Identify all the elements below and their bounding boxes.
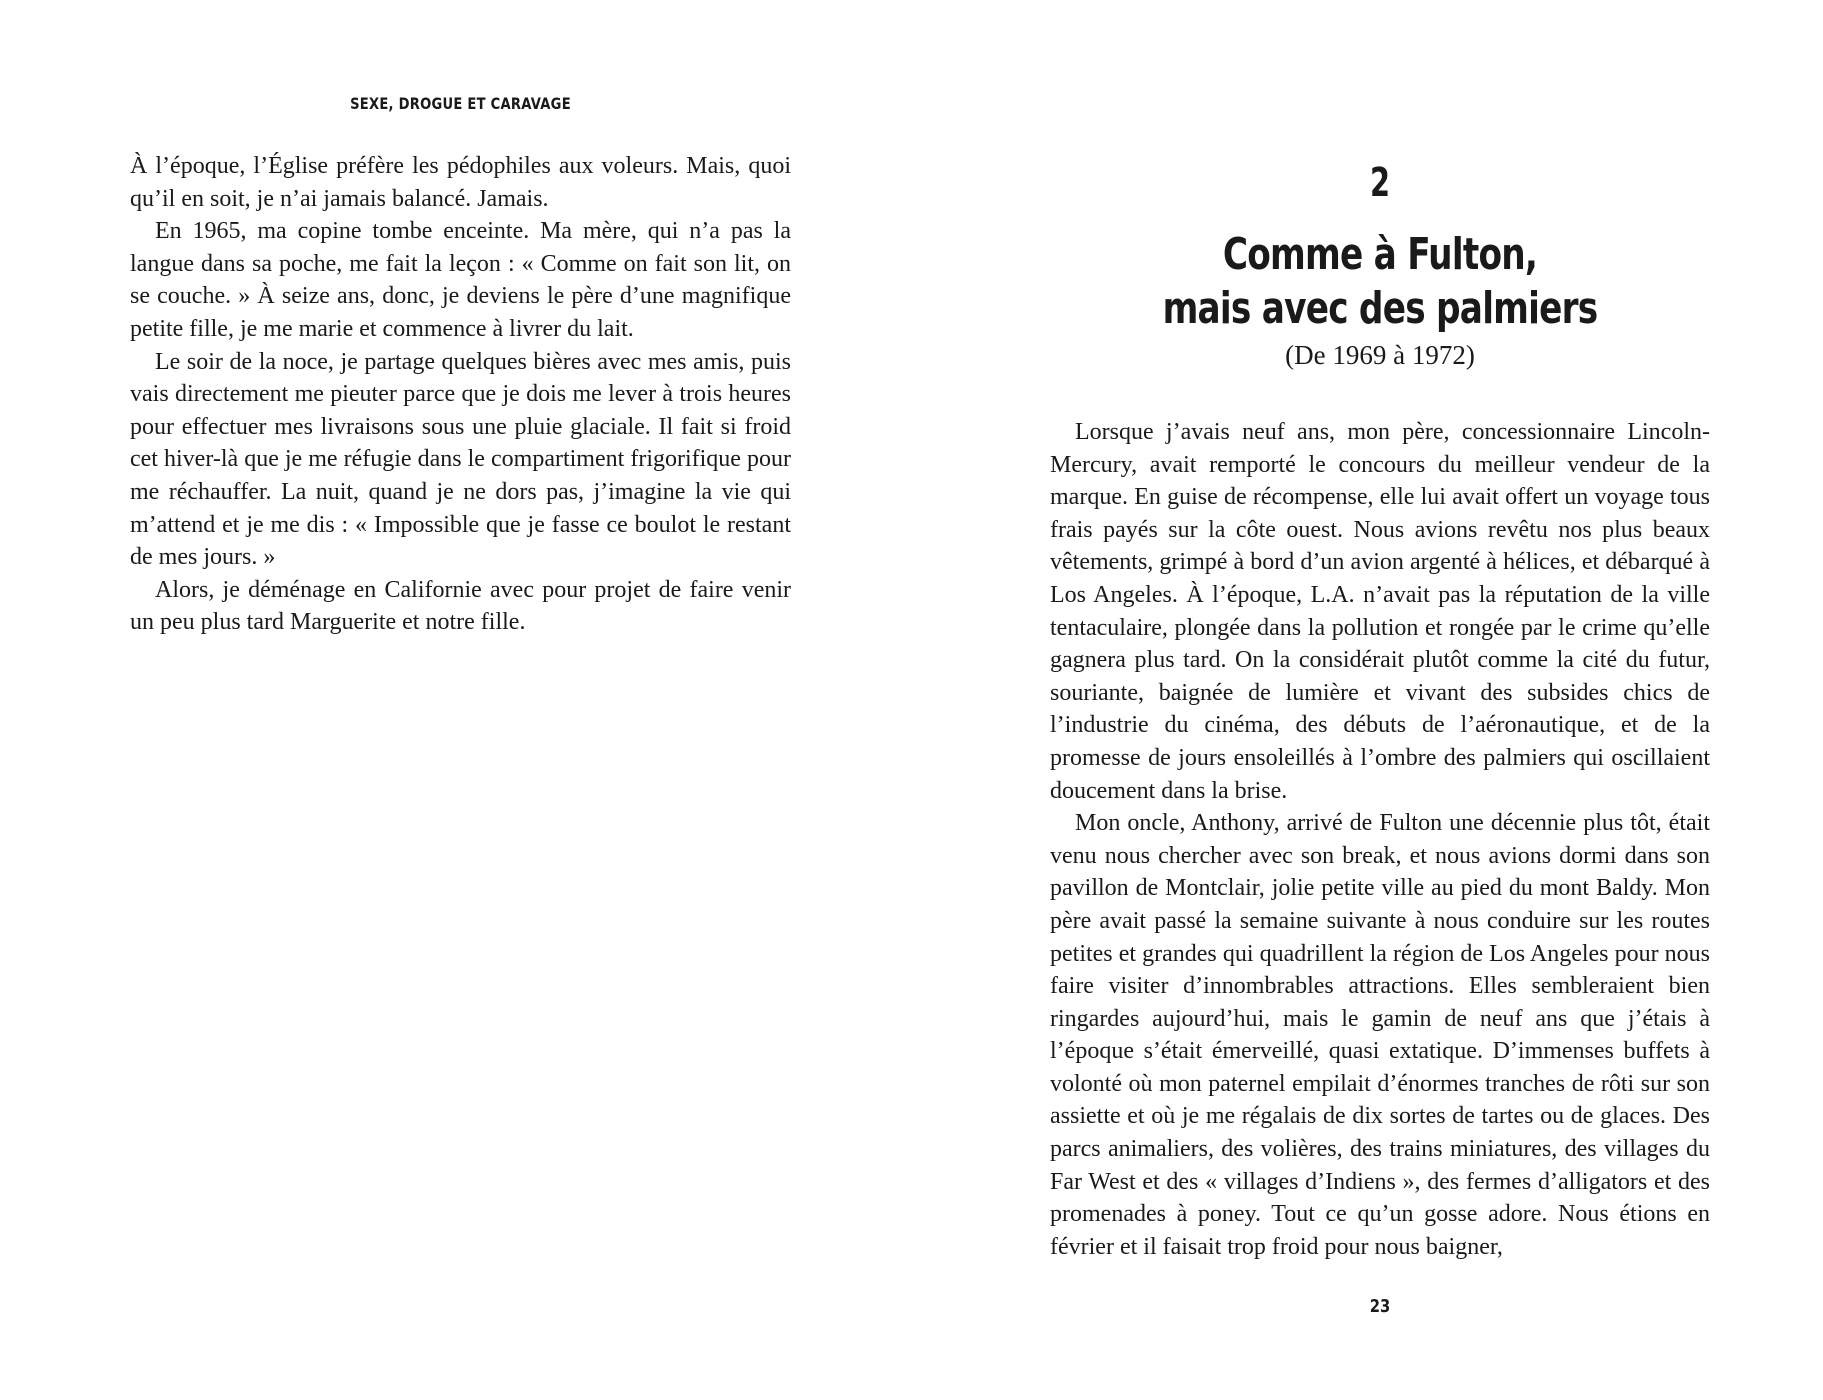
- chapter-number: 2: [1369, 160, 1391, 206]
- chapter-title-line: Comme à Fulton,: [1222, 229, 1538, 280]
- chapter-dates: (De 1969 à 1972): [1285, 340, 1475, 370]
- chapter-title: [1123, 228, 1638, 336]
- paragraph: Mon oncle, Anthony, arrivé de Fulton une décennie plus tôt, était venu nous chercher avec son break, et nous avions dormi dans son pavillon de Montclair, jolie petite ville au pied du mont Baldy. Mon père avait passé la semaine suivante à nous conduire sur les routes petites et grandes qui quadrillent la région de Los Angeles pour nous faire visiter d’innombrables attractions. Elles sembleraient bien ringardes aujourd’hui, mais le gamin de neuf ans que j’étais à l’époque s’était émerveillé, quasi extatique. D’immenses buffets à volonté où mon paternel empilait d’énormes tranches de rôti sur son assiette et où je me régalais de dix sortes de tartes ou de glaces. Des parcs animaliers, des volières, des trains miniatures, des villages du Far West et des « villages d’Indiens », des fermes d’alligators et des promenades à poney. Tout ce qu’un gosse adore. Nous étions en février et il faisait trop froid pour nous baigner,: [1050, 810, 1710, 1260]
- paragraph: Alors, je déménage en Californie avec pour projet de faire venir un peu plus tard Marguerite et notre fille.: [130, 576, 791, 636]
- left-page-body: [130, 150, 791, 639]
- paragraph: À l’époque, l’Église préfère les pédophiles aux voleurs. Mais, quoi qu’il en soit, je n’ai jamais balancé. Jamais.: [130, 153, 791, 212]
- chapter-title-line: mais avec des palmiers: [1162, 283, 1598, 334]
- paragraph: Lorsque j’avais neuf ans, mon père, concessionnaire Lincoln-Mercury, avait remporté le concours du meilleur vendeur de la marque. En guise de récompense, elle lui avait offert un voyage tous frais payés sur la côte ouest. Nous avions revêtu nos plus beaux vêtements, grimpé à bord d’un avion argenté à hélices, et débarqué à Los Angeles. À l’époque, L.A. n’avait pas la réputation de la ville tentaculaire, plongée dans la pollution et rongée par le crime qu’elle gagnera plus tard. On la considérait plutôt comme la cité du futur, souriante, baignée de lumière et vivant des subsides chics de l’industrie du cinéma, des débuts de l’aéronautique, et de la promesse de jours ensoleillés à l’ombre des palmiers qui oscillaient doucement dans la brise.: [1050, 419, 1710, 804]
- paragraph: Le soir de la noce, je partage quelques bières avec mes amis, puis vais directement me pieuter parce que je dois me lever à trois heures pour effectuer mes livraisons sous une pluie glaciale. Il fait si froid cet hiver-là que je me réfugie dans le compartiment frigorifique pour me réchauffer. La nuit, quand je ne dors pas, j’imagine la vie qui m’attend et je me dis : « Impossible que je fasse ce boulot le restant de mes jours. »: [130, 348, 791, 571]
- paragraph: En 1965, ma copine tombe enceinte. Ma mère, qui n’a pas la langue dans sa poche, me fait la leçon : « Comme on fait son lit, on se couche. » À seize ans, donc, je deviens le père d’une magnifique petite fille, je me marie et commence à livrer du lait.: [130, 218, 791, 342]
- running-head: SEXE, DROGUE ET CARAVAGE: [350, 94, 571, 113]
- right-page-body: [1050, 416, 1710, 1263]
- page-number: 23: [1369, 1296, 1391, 1317]
